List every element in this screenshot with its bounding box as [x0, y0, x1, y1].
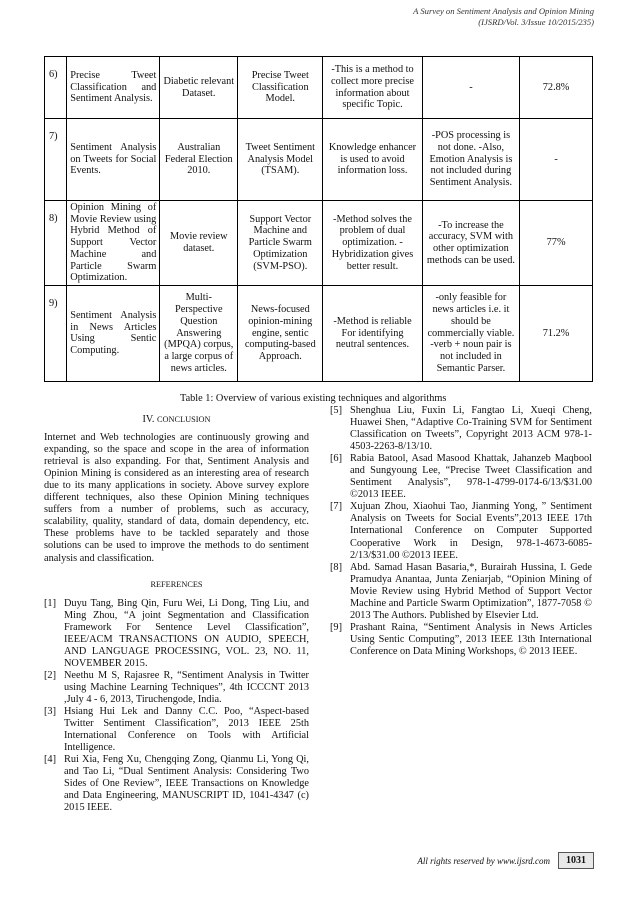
running-header [413, 6, 594, 28]
page-footer [417, 852, 594, 869]
reference-item [330, 405, 592, 453]
reference-text: Rabia Batool, Asad Masood Khattak, Jahanzeb Maqbool and Sungyoung Lee, “Precise Tweet Classification and Sentiment Analysis”, 978-1-4799-0174-6/13/$31.00 ©2013 IEEE. [350, 453, 592, 501]
row-number: 7) [45, 119, 67, 201]
reference-text: Duyu Tang, Bing Qin, Furu Wei, Li Dong, Ting Liu, and Ming Zhou, “A joint Segmentation and Classification Framework For Sentence Level Classification”, IEEE/ACM TRANSACTIONS ON AUDIO, SPEECH, AND LANGUAGE PROCESSING, VOL. 23, NO. 11, NOVEMBER 2015. [64, 597, 309, 669]
reference-number: [3] [44, 706, 57, 718]
row-accuracy: - [520, 119, 593, 201]
row-accuracy: 72.8% [520, 57, 593, 119]
reference-number: [6] [330, 453, 343, 465]
row-title: Opinion Mining of Movie Review using Hybrid Method of Support Vector Machine and Particle Swarm Optimization. [67, 201, 160, 286]
reference-item [44, 754, 309, 814]
reference-number: [4] [44, 754, 57, 766]
reference-text: Prashant Raina, “Sentiment Analysis in News Articles Using Sentic Computing”, 2013 IEEE 13th International Conference on Data Mining Workshops, © 2013 IEEE. [350, 621, 592, 657]
journal-volume: (IJSRD/Vol. 3/Issue 10/2015/235) [478, 17, 594, 27]
journal-title: A Survey on Sentiment Analysis and Opinion Mining [413, 6, 594, 16]
reference-number: [8] [330, 561, 343, 573]
row-number: 6) [45, 57, 67, 119]
references-list-left [44, 598, 309, 815]
reference-text: Shenghua Liu, Fuxin Li, Fangtao Li, Xueqi Cheng, Huawei Shen, “Adaptive Co-Training SVM for Sentiment Classification on Tweets”, Copyright 2013 ACM 978-1-4503-2263-8/13/10. [350, 405, 592, 453]
row-number: 9) [45, 285, 67, 381]
row-technique: Support Vector Machine and Particle Swarm Optimization (SVM-PSO). [238, 201, 323, 286]
reference-item [330, 622, 592, 658]
conclusion-heading: IV. CONCLUSION [142, 414, 211, 425]
reference-text: Rui Xia, Feng Xu, Chengqing Zong, Qianmu Li, Yong Qi, and Tao Li, “Dual Sentiment Analysis: Considering Two Sides of One Review”, IEEE Transactions on Knowledge and Data Engineering, MANUSCRIPT ID, 1041-4347 (c) 2015 IEEE. [64, 754, 309, 814]
conclusion-heading-text: CONCLUSION [157, 415, 211, 424]
row-title: Sentiment Analysis on Tweets for Social Events. [67, 119, 160, 201]
reference-text: Neethu M S, Rajasree R, “Sentiment Analysis in Twitter using Machine Learning Techniques”, 4th ICCCNT 2013 ,July 4 - 6, 2013, Tiruchengode, India. [64, 669, 309, 705]
row-dataset: Diabetic relevant Dataset. [160, 57, 238, 119]
conclusion-body: Internet and Web technologies are continuously growing and expanding, so the space and scope in the area of information retrieval is also expanding. For that, Sentiment Analysis and Opinion Mining is considered as an interesting area of research due to its many applications in society. Above survey explore different techniques, also these Opinion Mining techniques suffers from a number of problems, such as accuracy, scalability, quality, standard of data, domain dependency, etc. These problems have to be tackled separately and those solutions can be used to improve the methods to do sentiment analysis and classification. [44, 432, 309, 564]
references-list-right [330, 405, 592, 658]
row-title: Precise Tweet Classification and Sentiment Analysis. [67, 57, 160, 119]
reference-item [330, 453, 592, 501]
table-row [45, 119, 593, 201]
row-disadvantage: -only feasible for news articles i.e. it should be commercially viable. -verb + noun pair is not included in Semantic Parser. [422, 285, 519, 381]
reference-number: [7] [330, 501, 343, 513]
row-disadvantage: -To increase the accuracy, SVM with other optimization methods can be used. [422, 201, 519, 286]
reference-text: Hsiang Hui Lek and Danny C.C. Poo, “Aspect-based Twitter Sentiment Classification”, 2013 IEEE 25th International Conference on Tools with Artificial Intelligence. [64, 706, 309, 754]
reference-item [330, 562, 592, 622]
reference-text: Xujuan Zhou, Xiaohui Tao, Jianming Yong, ” Sentiment Analysis on Tweets for Social Events”,2013 IEEE 17th International Conference on Computer Supported Cooperative Work in Design, 978-1-4673-6085-2/13/$31.00 ©2013 IEEE. [350, 501, 592, 561]
row-advantage: -Method is reliable For identifying neutral sentences. [323, 285, 422, 381]
reference-text: Abd. Samad Hasan Basaria,*, Burairah Hussina, I. Gede Pramudya Anantaa, Junta Zeniarjab, “Opinion Mining of Movie Review using Hybrid Method of Support Vector Machine and Particle Swarm Optimization”, 1877-7058 © 2013 The Authors. Published by Elsevier Ltd. [350, 561, 592, 621]
row-advantage: -This is a method to collect more precise information about specific Topic. [323, 57, 422, 119]
reference-number: [1] [44, 597, 57, 609]
row-technique: Tweet Sentiment Analysis Model (TSAM). [238, 119, 323, 201]
row-accuracy: 77% [520, 201, 593, 286]
table-row [45, 285, 593, 381]
row-advantage: Knowledge enhancer is used to avoid information loss. [323, 119, 422, 201]
row-technique: News-focused opinion-mining engine, sentic computing-based Approach. [238, 285, 323, 381]
references-heading: REFERENCES [150, 579, 203, 589]
reference-item [44, 598, 309, 670]
row-title: Sentiment Analysis in News Articles Using Sentic Computing. [67, 285, 160, 381]
reference-number: [5] [330, 405, 343, 416]
row-accuracy: 71.2% [520, 285, 593, 381]
right-column [330, 405, 592, 658]
reference-item [44, 670, 309, 706]
table-row [45, 201, 593, 286]
page-number: 1031 [558, 852, 594, 869]
reference-number: [9] [330, 621, 343, 633]
row-dataset: Multi-Perspective Question Answering (MPQA) corpus, a large corpus of news articles. [160, 285, 238, 381]
row-disadvantage: - [422, 57, 519, 119]
row-technique: Precise Tweet Classification Model. [238, 57, 323, 119]
row-advantage: -Method solves the problem of dual optimization. -Hybridization gives better result. [323, 201, 422, 286]
rights-notice: All rights reserved by www.ijsrd.com [417, 855, 550, 866]
row-disadvantage: -POS processing is not done. -Also, Emotion Analysis is not included during Sentiment Analysis. [422, 119, 519, 201]
left-column [44, 410, 309, 814]
row-dataset: Movie review dataset. [160, 201, 238, 286]
row-dataset: Australian Federal Election 2010. [160, 119, 238, 201]
techniques-table [44, 56, 593, 382]
reference-number: [2] [44, 669, 57, 681]
reference-item [330, 501, 592, 561]
reference-item [44, 706, 309, 754]
table-caption: Table 1: Overview of various existing techniques and algorithms [180, 393, 447, 404]
table-row [45, 57, 593, 119]
row-number: 8) [45, 201, 67, 286]
